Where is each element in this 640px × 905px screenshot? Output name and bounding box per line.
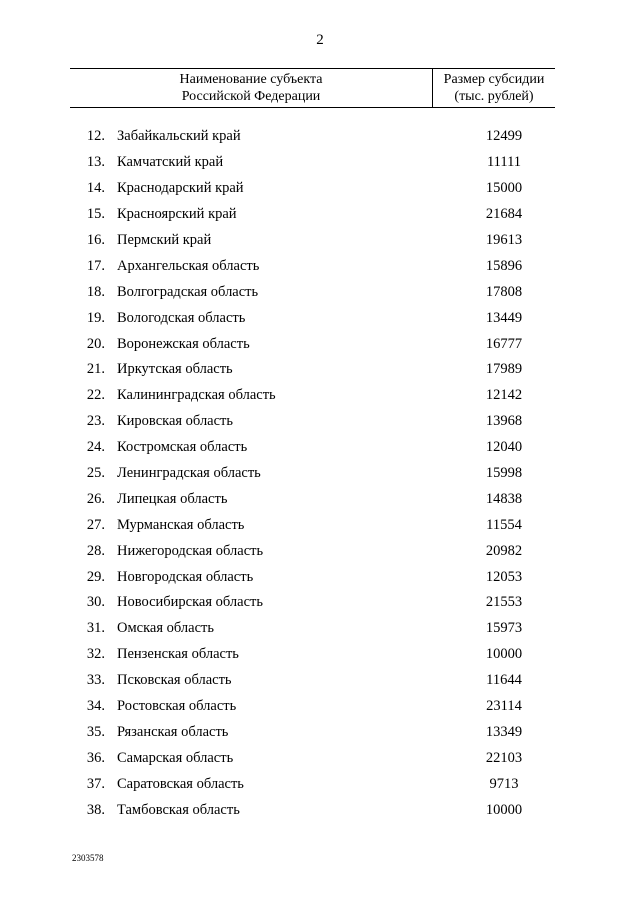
row-number: 18. (86, 283, 105, 300)
region-name: Новгородская область (117, 568, 254, 585)
row-number: 31. (86, 620, 105, 637)
subsidy-value: 19613 (485, 232, 523, 248)
table-row (70, 150, 555, 176)
subsidy-value: 12142 (485, 387, 523, 404)
table-row (70, 409, 555, 435)
header-amount-line1: Размер субсидии (443, 72, 545, 87)
table-row (70, 305, 555, 331)
table-row (70, 564, 555, 590)
row-number: 34. (86, 698, 105, 715)
row-number: 23. (86, 413, 105, 430)
subsidy-value: 21684 (485, 206, 523, 223)
region-name: Новосибирская область (117, 594, 263, 611)
subsidy-value: 15973 (485, 620, 523, 637)
row-number: 26. (86, 490, 105, 507)
row-number: 35. (86, 723, 105, 740)
page-number: 2 (316, 32, 324, 48)
subsidy-value: 23114 (486, 698, 522, 715)
subsidy-value: 15998 (485, 465, 523, 482)
table-row (70, 486, 555, 512)
subsidy-value: 15000 (485, 180, 523, 197)
row-number: 28. (86, 542, 105, 559)
region-name: Архангельская область (117, 257, 260, 274)
subsidy-value: 14838 (485, 490, 523, 507)
header-amount-line2: (тыс. рублей) (454, 89, 534, 104)
document-code: 2303578 (72, 853, 104, 863)
subsidy-value: 12040 (485, 439, 523, 456)
region-name: Мурманская область (117, 516, 245, 533)
row-number: 30. (86, 594, 105, 611)
region-name: Воронежская область (117, 335, 250, 352)
table-row (70, 461, 555, 487)
subsidy-value: 20982 (485, 542, 523, 559)
table-row (70, 383, 555, 409)
subsidy-table (70, 68, 555, 823)
region-name: Пензенская область (117, 646, 239, 663)
subsidy-value: 13968 (485, 413, 523, 430)
table-row (70, 228, 555, 254)
subsidy-value: 13449 (485, 309, 523, 326)
region-name: Волгоградская область (117, 283, 259, 300)
region-name: Липецкая область (117, 490, 228, 507)
row-number: 13. (86, 154, 105, 171)
region-name: Иркутская область (117, 361, 233, 378)
row-number: 27. (86, 516, 105, 533)
subsidy-value: 10000 (485, 646, 523, 663)
subsidy-value: 17808 (485, 283, 523, 300)
subsidy-value: 17989 (485, 361, 523, 378)
subsidy-value: 22103 (485, 749, 523, 766)
row-number: 32. (86, 646, 105, 663)
subsidy-value: 11644 (486, 672, 522, 689)
table-row (70, 512, 555, 538)
table-row (70, 745, 555, 771)
table-row (70, 176, 555, 202)
region-name: Тамбовская область (117, 801, 240, 818)
region-name: Омская область (117, 620, 214, 637)
header-region-line1: Наименование субъекта (179, 72, 323, 87)
region-name: Саратовская область (117, 775, 244, 792)
table-row (70, 202, 555, 228)
subsidy-value: 9713 (489, 775, 519, 792)
row-number: 36. (86, 749, 105, 766)
subsidy-value: 12053 (485, 568, 523, 585)
subsidy-value: 10000 (485, 801, 523, 818)
row-number: 16. (86, 232, 105, 248)
subsidy-value: 15896 (485, 257, 523, 274)
region-name: Кировская область (117, 413, 234, 430)
row-number: 24. (86, 439, 105, 456)
row-number: 14. (86, 180, 105, 197)
region-name: Пермский край (117, 232, 212, 248)
table-row (70, 797, 555, 823)
region-name: Рязанская область (117, 723, 229, 740)
header-region-line2: Российской Федерации (181, 89, 321, 104)
region-name: Краснодарский край (117, 180, 244, 197)
table-row (70, 124, 555, 150)
table-row (70, 279, 555, 305)
header-region-name (70, 69, 432, 107)
subsidy-value: 11554 (486, 516, 522, 533)
subsidy-value: 13349 (485, 723, 523, 740)
row-number: 17. (86, 257, 105, 274)
subsidy-value: 12499 (485, 128, 523, 145)
row-number: 38. (86, 801, 105, 818)
row-number: 20. (86, 335, 105, 352)
row-number: 25. (86, 465, 105, 482)
row-number: 29. (86, 568, 105, 585)
row-number: 19. (86, 309, 105, 326)
table-body (70, 124, 555, 823)
subsidy-value: 11111 (486, 154, 522, 171)
table-header (70, 68, 555, 108)
table-row (70, 590, 555, 616)
row-number: 37. (86, 775, 105, 792)
row-number: 21. (86, 361, 105, 378)
subsidy-value: 21553 (485, 594, 523, 611)
table-row (70, 357, 555, 383)
row-number: 33. (86, 672, 105, 689)
region-name: Ленинградская область (117, 465, 261, 482)
region-name: Нижегородская область (117, 542, 264, 559)
region-name: Вологодская область (117, 309, 246, 326)
table-row (70, 719, 555, 745)
row-number: 15. (86, 206, 105, 223)
region-name: Ростовская область (117, 698, 237, 715)
region-name: Забайкальский край (117, 128, 241, 145)
subsidy-value: 16777 (485, 335, 523, 352)
table-row (70, 616, 555, 642)
table-row (70, 253, 555, 279)
table-row (70, 642, 555, 668)
row-number: 22. (86, 387, 105, 404)
region-name: Камчатский край (117, 154, 224, 171)
header-subsidy-amount (432, 69, 555, 107)
region-name: Калининградская область (117, 387, 276, 404)
region-name: Псковская область (117, 672, 232, 689)
table-row (70, 331, 555, 357)
row-number: 12. (86, 128, 105, 145)
region-name: Самарская область (117, 749, 234, 766)
table-row (70, 668, 555, 694)
table-row (70, 771, 555, 797)
table-row (70, 538, 555, 564)
table-row (70, 694, 555, 720)
region-name: Красноярский край (117, 206, 237, 223)
table-row (70, 435, 555, 461)
region-name: Костромская область (117, 439, 248, 456)
